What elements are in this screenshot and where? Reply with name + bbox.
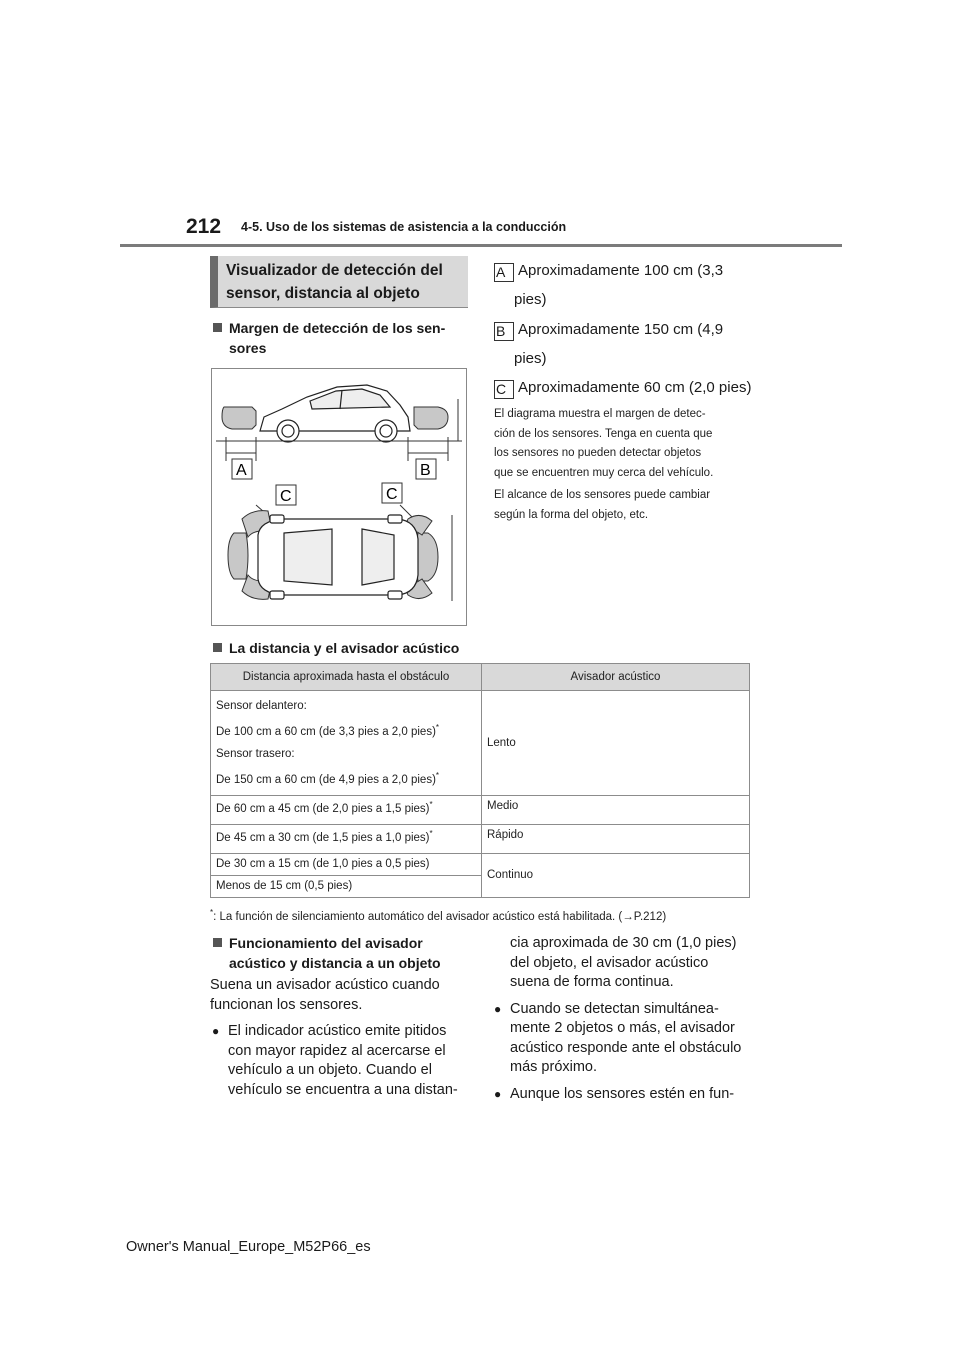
asterisk-mark: * bbox=[435, 770, 440, 780]
heading-box bbox=[210, 256, 468, 308]
subheading-distance-text: La distancia y el avisador acústico bbox=[229, 640, 460, 656]
car-side-view bbox=[260, 385, 410, 442]
body-right-column bbox=[510, 934, 760, 1104]
list-item-line: con mayor rapidez al acercarse el bbox=[228, 1042, 446, 1059]
table-row bbox=[211, 691, 750, 796]
table-cell-distance: De 30 cm a 15 cm (de 1,0 pies a 0,5 pies) bbox=[211, 853, 482, 875]
label-a-row bbox=[494, 258, 723, 313]
subheading-distance bbox=[213, 638, 459, 658]
distance-buzzer-table bbox=[210, 663, 750, 898]
label-c-row bbox=[494, 375, 751, 401]
subheading-detection bbox=[213, 318, 445, 358]
front-range-side bbox=[222, 407, 256, 429]
note-line-4: que se encuentren muy cerca del vehículo. bbox=[494, 466, 714, 479]
label-a-text-2: pies) bbox=[514, 291, 547, 308]
diagram-notes bbox=[494, 405, 713, 525]
body-left-column bbox=[210, 976, 480, 1100]
list-item-line: cia aproximada de 30 cm (1,0 pies) bbox=[510, 935, 737, 951]
heading-line-2: sensor, distancia al objeto bbox=[226, 285, 420, 302]
subheading-detection-line-2: sores bbox=[229, 340, 267, 356]
footnote bbox=[210, 908, 666, 923]
range-text: De 45 cm a 30 cm (de 1,5 pies a 1,0 pies) bbox=[216, 831, 430, 844]
table-cell-buzzer: Medio bbox=[482, 795, 750, 824]
square-bullet-icon bbox=[213, 323, 222, 332]
table-cell-distance bbox=[211, 691, 482, 796]
label-b-text-1: Aproximadamente 150 cm (4,9 bbox=[518, 321, 724, 338]
range-text: De 60 cm a 45 cm (de 2,0 pies a 1,5 pies) bbox=[216, 802, 430, 815]
list-item-line: más próximo. bbox=[510, 1059, 598, 1075]
asterisk-mark: * bbox=[429, 799, 433, 809]
rear-sensor-label: Sensor trasero: bbox=[216, 747, 295, 760]
front-sensor-range: De 100 cm a 60 cm (de 3,3 pies a 2,0 pies) bbox=[216, 725, 436, 738]
sensor-diagram-svg bbox=[212, 369, 466, 625]
badge-b: B bbox=[494, 322, 514, 341]
label-c-text-1: Aproximadamente 60 cm (2,0 pies) bbox=[518, 379, 752, 396]
footnote-ref: P.212) bbox=[633, 910, 667, 923]
asterisk-mark: * bbox=[429, 828, 433, 838]
subheading-buzzer-line-1: Funcionamiento del avisador bbox=[229, 935, 423, 951]
square-bullet-icon bbox=[213, 938, 222, 947]
label-c-right: C bbox=[386, 486, 398, 503]
footnote-mark: * bbox=[210, 908, 214, 917]
note-line-3: los sensores no pueden detectar objetos bbox=[494, 447, 702, 459]
list-item-line: ● Cuando se detectan simultánea- bbox=[510, 1000, 719, 1017]
note-line-5: El alcance de los sensores puede cambiar bbox=[494, 489, 711, 501]
table-cell-buzzer: Lento bbox=[482, 691, 750, 796]
car-top-view bbox=[258, 515, 418, 599]
table-cell-distance: Menos de 15 cm (0,5 pies) bbox=[211, 875, 482, 897]
list-item-line: acústico responde ante el obstáculo bbox=[510, 1039, 742, 1056]
note-line-2: ción de los sensores. Tenga en cuenta que bbox=[494, 427, 713, 440]
footnote-text: : La función de silenciamiento automático del avisador acústico está habilitada. ( bbox=[213, 910, 623, 923]
subheading-detection-line-1: Margen de detección de los sen- bbox=[229, 320, 446, 336]
page-footer: Owner's Manual_Europe_M52P66_es bbox=[126, 1239, 371, 1255]
label-b-text-2: pies) bbox=[514, 350, 547, 367]
front-sensor-label: Sensor delantero: bbox=[216, 700, 307, 712]
table-cell-distance bbox=[211, 795, 482, 824]
label-b-row bbox=[494, 317, 723, 372]
page-number: 212 bbox=[186, 215, 222, 238]
rear-sensor-range: De 150 cm a 60 cm (de 4,9 pies a 2,0 pies) bbox=[216, 773, 436, 786]
arrow-right-icon: → bbox=[622, 910, 634, 923]
list-item-line: vehículo se encuentra a una distan- bbox=[228, 1081, 458, 1098]
subheading-buzzer bbox=[213, 933, 441, 973]
table-row bbox=[211, 853, 750, 875]
section-title: 4-5. Uso de los sistemas de asistencia a la conducción bbox=[241, 220, 567, 234]
table-header-row bbox=[211, 664, 750, 691]
list-item-line: vehículo a un objeto. Cuando el bbox=[228, 1062, 432, 1078]
paragraph-line: Suena un avisador acústico cuando bbox=[210, 977, 440, 993]
badge-c: C bbox=[494, 380, 514, 399]
list-item-line: del objeto, el avisador acústico bbox=[510, 954, 709, 971]
badge-a: A bbox=[494, 263, 514, 282]
sensor-diagram bbox=[211, 368, 467, 626]
note-line-1: El diagrama muestra el margen de detec- bbox=[494, 408, 706, 420]
subheading-buzzer-line-2: acústico y distancia a un objeto bbox=[229, 955, 441, 971]
square-bullet-icon bbox=[213, 643, 222, 652]
table-row bbox=[211, 795, 750, 824]
header-rule bbox=[120, 244, 842, 247]
list-item-line: ● Aunque los sensores estén en fun- bbox=[510, 1085, 735, 1102]
table-row bbox=[211, 824, 750, 853]
list-item-line: mente 2 objetos o más, el avisador bbox=[510, 1020, 735, 1036]
list-item-line: suena de forma continua. bbox=[510, 974, 674, 990]
column-header-distance: Distancia aproximada hasta el obstáculo bbox=[211, 664, 482, 691]
label-c-left: C bbox=[280, 488, 292, 505]
label-b: B bbox=[420, 462, 431, 479]
rear-range-side bbox=[414, 407, 448, 429]
paragraph-line: funcionan los sensores. bbox=[210, 996, 363, 1013]
heading-line-1: Visualizador de detección del bbox=[226, 262, 443, 279]
table-cell-buzzer: Rápido bbox=[482, 824, 750, 853]
table-cell-distance bbox=[211, 824, 482, 853]
note-line-6: según la forma del objeto, etc. bbox=[494, 508, 649, 521]
label-a-text-1: Aproximadamente 100 cm (3,3 bbox=[518, 262, 724, 279]
label-a: A bbox=[236, 462, 247, 479]
list-item bbox=[510, 1085, 760, 1105]
table-cell-buzzer: Continuo bbox=[482, 853, 750, 897]
list-item bbox=[510, 1000, 760, 1078]
asterisk-mark: * bbox=[435, 723, 440, 732]
column-header-buzzer: Avisador acústico bbox=[482, 664, 750, 691]
list-item-line: ● El indicador acústico emite pitidos bbox=[228, 1023, 447, 1039]
list-item bbox=[228, 1022, 480, 1100]
